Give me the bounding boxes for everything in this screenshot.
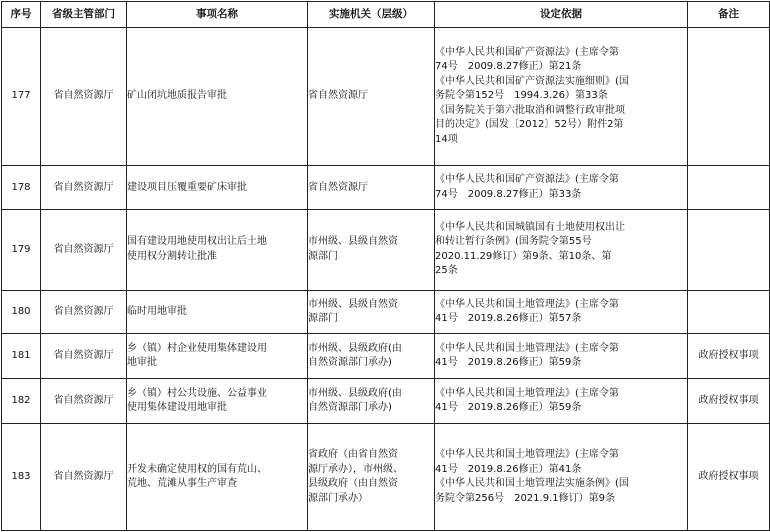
table-row xyxy=(2,210,770,290)
row-note xyxy=(688,28,770,166)
row-basis-line: 《国务院关于第六批取消和调整行政审批项 xyxy=(435,104,625,116)
row-org-line: 县级政府（由自然资 xyxy=(308,478,398,490)
row-name-line: 开发未确定使用权的国有荒山、 xyxy=(127,463,267,475)
row-no: 181 xyxy=(2,334,41,379)
row-note xyxy=(688,290,770,334)
row-org xyxy=(308,424,435,531)
row-org xyxy=(308,28,435,166)
row-org-line: 源厅承办），市州级、 xyxy=(308,463,403,475)
row-basis-line: 《中华人民共和国土地管理法》(主席令第 xyxy=(435,298,619,310)
table-row xyxy=(2,166,770,210)
header-org: 实施机关（层级） xyxy=(308,2,435,28)
row-name xyxy=(127,290,308,334)
row-org-line: 市州级、县级自然资 xyxy=(308,236,398,248)
row-basis xyxy=(435,290,688,334)
row-note: 政府授权事项 xyxy=(688,424,770,531)
row-name-line: 使用集体建设用地审批 xyxy=(127,402,227,414)
row-org-line: 自然资源部门承办) xyxy=(308,357,392,369)
header-basis: 设定依据 xyxy=(435,2,688,28)
row-name-line: 荒地、荒滩从事生产审查 xyxy=(127,478,237,490)
row-basis xyxy=(435,379,688,424)
row-basis-line: 《中华人民共和国矿产资源法》(主席令第 xyxy=(435,174,619,186)
row-basis-line: 和转让暂行条例》(国务院令第55号 xyxy=(435,236,592,248)
table-row xyxy=(2,424,770,531)
row-basis-line: 《中华人民共和国土地管理法》(主席令第 xyxy=(435,342,619,354)
row-name-line: 建设项目压覆重要矿床审批 xyxy=(127,181,247,193)
row-basis-line: 《中华人民共和国土地管理法实施条例》(国 xyxy=(435,478,629,490)
row-basis xyxy=(435,424,688,531)
row-org-line: 省政府（由省自然资 xyxy=(308,449,398,461)
row-basis xyxy=(435,210,688,290)
row-note xyxy=(688,210,770,290)
row-basis-line: 41号 2019.8.26修正）第41条 xyxy=(435,463,582,475)
row-name xyxy=(127,28,308,166)
row-note xyxy=(688,166,770,210)
row-no: 182 xyxy=(2,379,41,424)
row-basis-line: 74号 2009.8.27修正）第21条 xyxy=(435,61,582,73)
row-name-line: 矿山闭坑地质报告审批 xyxy=(127,90,227,102)
header-no: 序号 xyxy=(2,2,41,28)
row-name-line: 乡（镇）村企业使用集体建设用 xyxy=(127,342,267,354)
row-org-line: 源部门 xyxy=(308,250,338,262)
row-dept: 省自然资源厅 xyxy=(41,290,127,334)
row-org-line: 源部门 xyxy=(308,313,338,325)
row-name-line: 乡（镇）村公共设施、公益事业 xyxy=(127,387,267,399)
row-dept: 省自然资源厅 xyxy=(41,28,127,166)
row-note: 政府授权事项 xyxy=(688,379,770,424)
table-row xyxy=(2,379,770,424)
row-basis xyxy=(435,28,688,166)
row-basis-line: 41号 2019.8.26修正）第59条 xyxy=(435,357,582,369)
row-org-line: 源部门承办） xyxy=(308,492,368,504)
row-org xyxy=(308,166,435,210)
row-name xyxy=(127,424,308,531)
row-org-line: 省自然资源厅 xyxy=(308,90,368,102)
row-basis-line: 务院令第152号 1994.3.26）第33条 xyxy=(435,90,608,102)
row-name-line: 临时用地审批 xyxy=(127,305,187,317)
row-basis-line: 《中华人民共和国矿产资源法实施细则》(国 xyxy=(435,75,629,87)
row-basis-line: 《中华人民共和国土地管理法》(主席令第 xyxy=(435,387,619,399)
row-basis-line: 《中华人民共和国城镇国有土地使用权出让 xyxy=(435,221,625,233)
row-org xyxy=(308,334,435,379)
row-dept: 省自然资源厅 xyxy=(41,166,127,210)
row-org-line: 省自然资源厅 xyxy=(308,181,368,193)
row-basis-line: 74号 2009.8.27修正）第33条 xyxy=(435,188,582,200)
row-name xyxy=(127,210,308,290)
row-dept: 省自然资源厅 xyxy=(41,379,127,424)
header-note: 备注 xyxy=(688,2,770,28)
row-basis xyxy=(435,166,688,210)
row-name xyxy=(127,379,308,424)
approval-items-table xyxy=(1,1,770,531)
row-no: 178 xyxy=(2,166,41,210)
row-org-line: 市州级、县级政府(由 xyxy=(308,342,402,354)
row-no: 180 xyxy=(2,290,41,334)
row-basis-line: 25条 xyxy=(435,265,458,277)
header-name: 事项名称 xyxy=(127,2,308,28)
table-row xyxy=(2,28,770,166)
row-basis-line: 《中华人民共和国土地管理法》(主席令第 xyxy=(435,449,619,461)
row-no: 183 xyxy=(2,424,41,531)
row-name xyxy=(127,334,308,379)
row-name xyxy=(127,166,308,210)
table-row xyxy=(2,290,770,334)
row-basis-line: 14项 xyxy=(435,133,458,145)
header-dept: 省级主管部门 xyxy=(41,2,127,28)
table-row xyxy=(2,334,770,379)
row-org-line: 自然资源部门承办) xyxy=(308,402,392,414)
table-header-row xyxy=(2,2,770,28)
row-org xyxy=(308,210,435,290)
row-basis-line: 2020.11.29修订）第9条、第10条、第 xyxy=(435,250,612,262)
row-basis-line: 41号 2019.8.26修正）第57条 xyxy=(435,313,582,325)
row-org xyxy=(308,379,435,424)
row-name-line: 使用权分割转让批准 xyxy=(127,250,217,262)
row-no: 179 xyxy=(2,210,41,290)
row-basis xyxy=(435,334,688,379)
row-no: 177 xyxy=(2,28,41,166)
row-name-line: 地审批 xyxy=(127,357,157,369)
row-org-line: 市州级、县级自然资 xyxy=(308,298,398,310)
row-note: 政府授权事项 xyxy=(688,334,770,379)
row-basis-line: 务院令第256号 2021.9.1修订）第9条 xyxy=(435,492,615,504)
row-dept: 省自然资源厅 xyxy=(41,424,127,531)
row-basis-line: 41号 2019.8.26修正）第59条 xyxy=(435,402,582,414)
row-dept: 省自然资源厅 xyxy=(41,210,127,290)
row-dept: 省自然资源厅 xyxy=(41,334,127,379)
row-name-line: 国有建设用地使用权出让后土地 xyxy=(127,236,267,248)
row-basis-line: 《中华人民共和国矿产资源法》(主席令第 xyxy=(435,46,619,58)
row-org xyxy=(308,290,435,334)
row-basis-line: 目的决定》(国发〔2012〕52号）附件2第 xyxy=(435,119,624,131)
row-org-line: 市州级、县级政府(由 xyxy=(308,387,402,399)
